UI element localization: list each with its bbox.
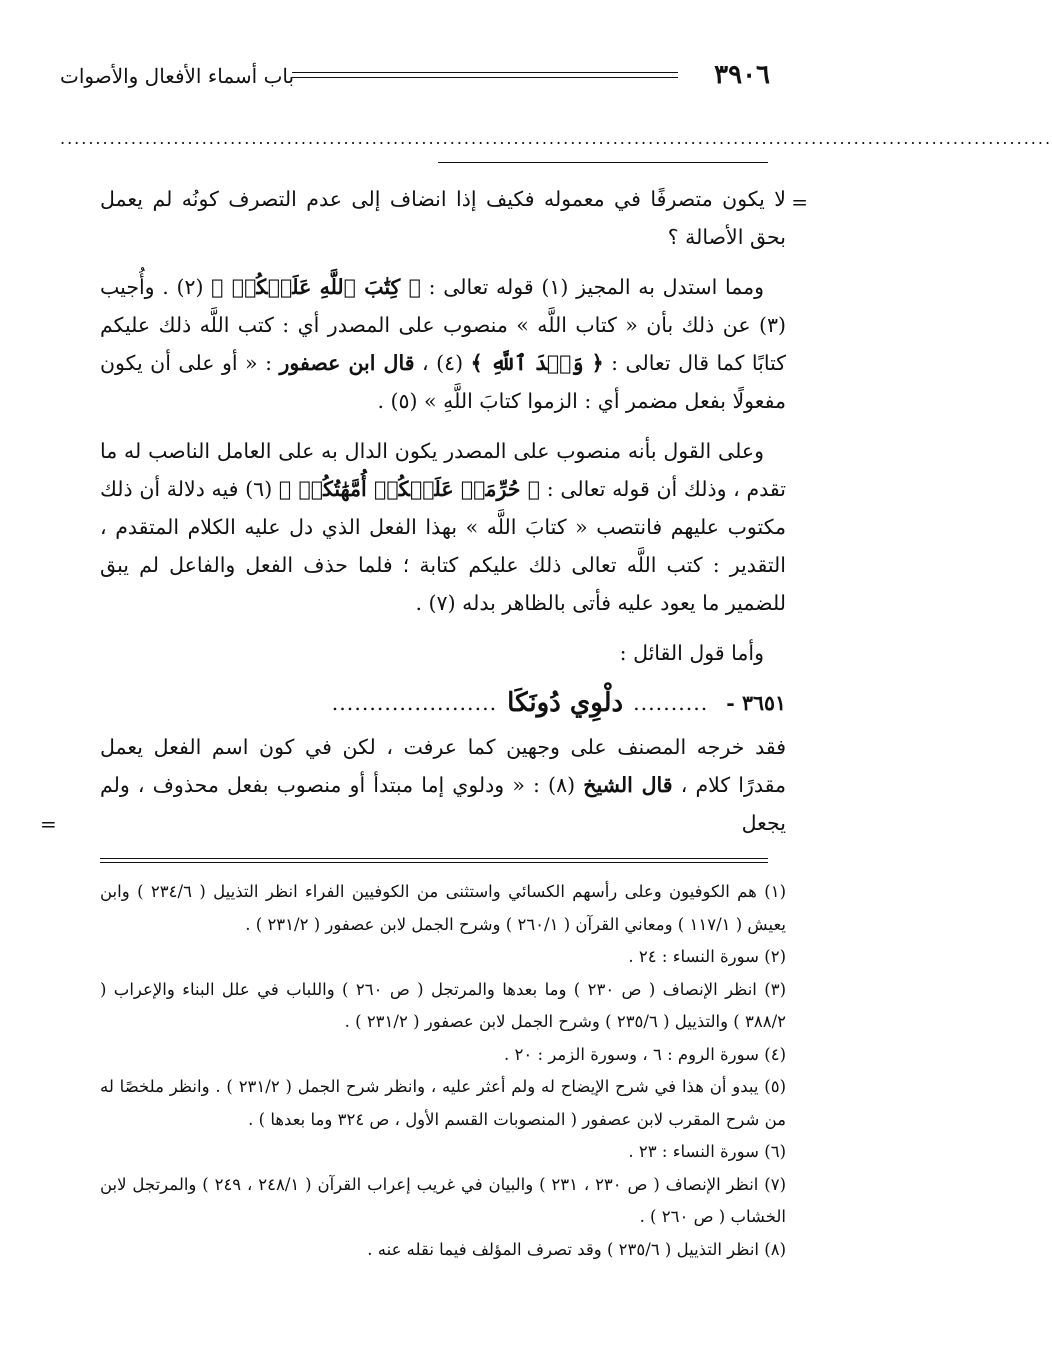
- footnote-3: (٣) انظر الإنصاف ( ص ٢٣٠ ) وما بعدها والمرتجل ( ص ٢٦٠ ) واللباب في علل البناء والإعراب ( ٣٨٨/٢ ) والتذييل ( ٢٣٥/٦ ) وشرح الجمل لابن عصفور ( ٢٣١/٢ ) .: [100, 979, 787, 1031]
- header-rule: [292, 72, 678, 78]
- cited-author: قال ابن عصفور: [279, 351, 415, 375]
- footnote-1: (١) هم الكوفيون وعلى رأسهم الكسائي واستثنى من الكوفيين الفراء انظر التذييل ( ٢٣٤/٦ ) وابن يعيش ( ١١٧/١ ) ومعاني القرآن ( ٢٦٠/١ ) وشرح الجمل لابن عصفور ( ٢٣١/٢ ) .: [100, 882, 786, 934]
- footnote-ref-5: (٥): [390, 389, 418, 413]
- text-run: . وأُجيب: [100, 275, 169, 299]
- footnote-ref-6: (٦): [238, 477, 279, 501]
- verse-ellipsis-end: ......................: [331, 691, 498, 715]
- verse-number: ٣٦٥١ -: [726, 691, 786, 715]
- page-header: [60, 58, 770, 94]
- quran-quote: ﴿ كِتَٰبَ ٱللَّهِ عَلَيۡكُمۡ ﴾: [211, 275, 421, 299]
- verse-ellipsis-start: ..........: [633, 691, 709, 715]
- text-run: فقد خرجه المصنف على وجهين كما عرفت ، لكن في كون اسم الفعل يعمل مقدرًا كلام ،: [100, 735, 786, 797]
- text-run: .: [377, 389, 391, 413]
- footnotes: [100, 876, 786, 1266]
- text-run: : « ودلوي إما مبتدأ أو منصوب بفعل محذوف ، ولم يجعل: [100, 773, 786, 835]
- footnote-ref-2: (٢): [168, 275, 212, 299]
- footnote-2: (٢) سورة النساء : ٢٤ .: [628, 947, 786, 966]
- cited-author: قال الشيخ: [583, 773, 673, 797]
- text-run: : « أو على أن يكون مفعولًا بفعل مضمر أي : الزموا كتابَ اللَّهِ »: [100, 351, 786, 413]
- section-rule: [438, 162, 768, 163]
- footnote-ref-3: (٣): [758, 313, 786, 337]
- quran-quote: ﴿ وَعۡدَ ٱللَّهِ ﴾: [470, 351, 604, 375]
- verse-words: دلْوِي دُونَكَا: [507, 688, 624, 718]
- text-run: .: [415, 591, 429, 615]
- text-run: فيه دلالة أن ذلك مكتوب عليهم فانتصب « كتابَ اللَّه » بهذا الفعل الذي دل عليه الكلام المتقدم ، التقدير : كتب اللَّه تعالى ذلك عليكم كتابة ؛ فلما حذف الفعل والفاعل لم يبق للضمير ما يعود عليه فأتى بالظاهر بدله: [100, 477, 786, 615]
- text-run: قوله تعالى :: [420, 275, 542, 299]
- continuation-mark-start: =: [791, 190, 808, 214]
- footnote-ref-7: (٧): [428, 591, 456, 615]
- main-text: [100, 180, 786, 854]
- paragraph-1: لا يكون متصرفًا في معموله فكيف إذا انضاف إلى عدم التصرف كونُه لم يعمل بحق الأصالة ؟: [100, 187, 786, 249]
- footnote-ref-1: (١): [541, 275, 569, 299]
- footnote-ref-4: (٤): [428, 351, 471, 375]
- footnote-rule: [100, 858, 768, 863]
- footnote-5: (٥) يبدو أن هذا في شرح الإيضاح له ولم أعثر عليه ، وانظر شرح الجمل ( ٢٣١/٢ ) . وانظر ملخصًا له من شرح المقرب لابن عصفور ( المنصوبات القسم الأول ، ص ٣٢٤ وما بعدها ) .: [100, 1077, 786, 1129]
- footnote-8: (٨) انظر التذييل ( ٢٣٥/٦ ) وقد تصرف المؤلف فيما نقله عنه .: [367, 1239, 786, 1259]
- paragraph-3: [100, 432, 786, 622]
- quran-quote: ﴿ حُرِّمَتۡ عَلَيۡكُمۡ أُمَّهَٰتُكُمۡ ﴾: [278, 477, 541, 501]
- running-title: باب أسماء الأفعال والأصوات: [60, 64, 295, 88]
- text-run: عن ذلك بأن « كتاب اللَّه » منصوب على المصدر أي : كتب اللَّه ذلك عليكم كتابًا كما قال تعالى :: [100, 313, 787, 375]
- footnote-4: (٤) سورة الروم : ٦ ، وسورة الزمر : ٢٠ .: [504, 1044, 786, 1064]
- continuation-mark-end: =: [40, 812, 57, 836]
- page-number: ٣٩٠٦: [714, 60, 770, 90]
- poetry-verse: [100, 684, 786, 722]
- paragraph-2: [100, 268, 786, 420]
- text-run: وعلى القول بأنه منصوب على المصدر يكون الدال به على العامل الناصب له ما تقدم ، وذلك أن قوله تعالى :: [100, 439, 786, 501]
- paragraph-4: وأما قول القائل :: [619, 641, 764, 665]
- text-run: ،: [414, 351, 429, 375]
- footnote-7: (٧) انظر الإنصاف ( ص ٢٣٠ ، ٢٣١ ) والبيان في غريب إعراب القرآن ( ٢٤٨/١ ، ٢٤٩ ) والمرتجل لابن الخشاب ( ص ٢٦٠ ) .: [100, 1174, 786, 1226]
- paragraph-5: [100, 728, 786, 842]
- text-run: ومما استدل به المجيز: [568, 275, 765, 299]
- footnote-ref-8: (٨): [539, 773, 584, 797]
- footnote-6: (٦) سورة النساء : ٢٣ .: [628, 1142, 786, 1161]
- dotted-separator: ............................................................................................................................................: [60, 129, 1052, 148]
